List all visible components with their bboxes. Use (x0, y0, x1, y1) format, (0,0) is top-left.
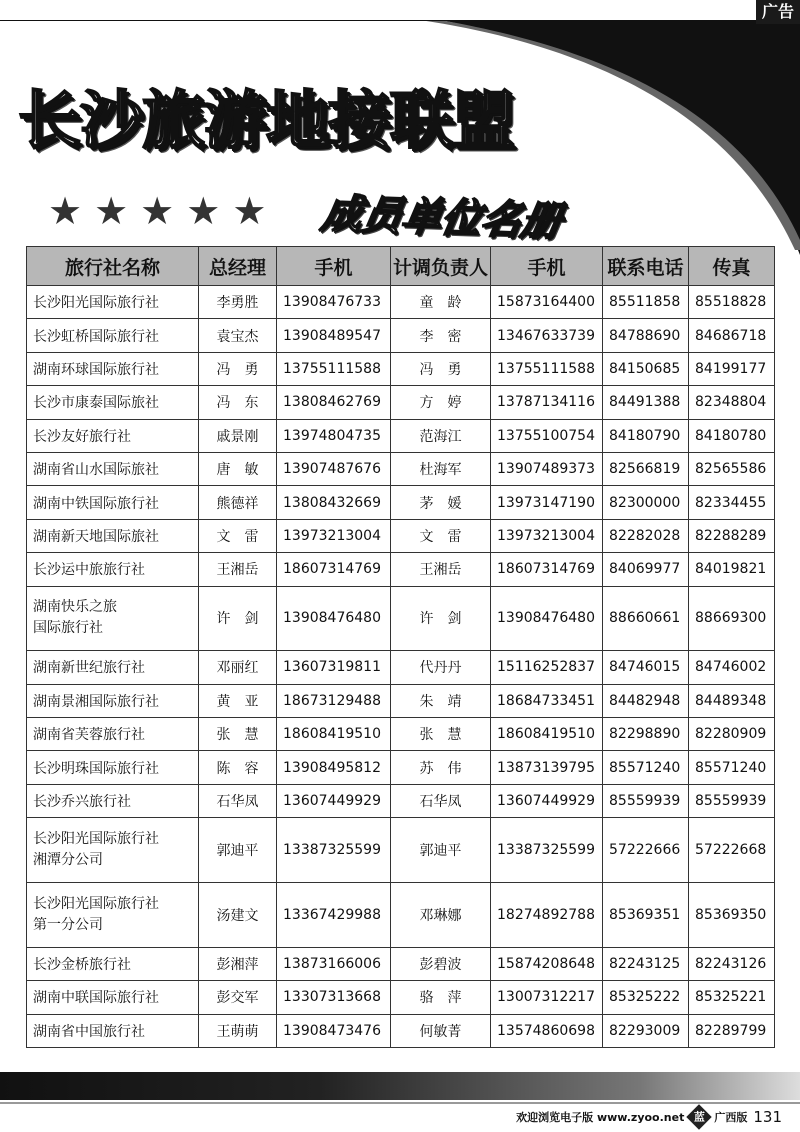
agency-name: 长沙运中旅旅行社 (27, 553, 199, 586)
table-row (27, 882, 775, 947)
agency-name-line1: 湖南快乐之旅 (33, 599, 117, 616)
fax: 85559939 (689, 784, 775, 817)
general-manager: 唐 敏 (199, 452, 277, 485)
phone: 84746015 (603, 651, 689, 684)
agency-name: 湖南环球国际旅行社 (27, 352, 199, 385)
member-table (26, 246, 775, 1048)
phone: 82282028 (603, 519, 689, 552)
column-header: 手机 (491, 247, 603, 286)
operator-mobile: 13467633739 (491, 319, 603, 352)
general-manager: 许 剑 (199, 586, 277, 651)
table-row (27, 553, 775, 586)
table-row (27, 751, 775, 784)
agency-name (27, 818, 199, 883)
fax: 84180780 (689, 419, 775, 452)
operator-mobile: 15873164400 (491, 286, 603, 319)
table-row (27, 784, 775, 817)
operator: 石华凤 (391, 784, 491, 817)
phone: 82298890 (603, 718, 689, 751)
section-subtitle: 成员单位名册 (318, 190, 565, 246)
table-row (27, 947, 775, 980)
gm-mobile: 13808462769 (277, 386, 391, 419)
bottom-gradient-bar (0, 1072, 800, 1100)
phone: 84482948 (603, 684, 689, 717)
gm-mobile: 18607314769 (277, 553, 391, 586)
general-manager: 黄 亚 (199, 684, 277, 717)
operator: 张 慧 (391, 718, 491, 751)
operator: 王湘岳 (391, 553, 491, 586)
agency-name: 湖南景湘国际旅行社 (27, 684, 199, 717)
gm-mobile: 13755111588 (277, 352, 391, 385)
star-icon: ★ (232, 189, 267, 233)
general-manager: 熊德祥 (199, 486, 277, 519)
table-row (27, 718, 775, 751)
star-icon: ★ (140, 189, 175, 233)
star-row (48, 189, 278, 233)
phone: 85511858 (603, 286, 689, 319)
column-header: 联系电话 (603, 247, 689, 286)
operator: 方 婷 (391, 386, 491, 419)
gm-mobile: 13908476480 (277, 586, 391, 651)
phone: 82243125 (603, 947, 689, 980)
agency-name: 长沙虹桥国际旅行社 (27, 319, 199, 352)
phone: 85571240 (603, 751, 689, 784)
fax: 57222668 (689, 818, 775, 883)
gm-mobile: 13907487676 (277, 452, 391, 485)
edition-badge-text: 蓝 (693, 1110, 705, 1123)
phone: 84069977 (603, 553, 689, 586)
agency-name-line1: 长沙阳光国际旅行社 (33, 831, 159, 848)
fax: 82288289 (689, 519, 775, 552)
phone: 82566819 (603, 452, 689, 485)
fax: 84489348 (689, 684, 775, 717)
gm-mobile: 13307313668 (277, 981, 391, 1014)
phone: 57222666 (603, 818, 689, 883)
operator: 骆 萍 (391, 981, 491, 1014)
general-manager: 陈 容 (199, 751, 277, 784)
phone: 85369351 (603, 882, 689, 947)
table-row (27, 818, 775, 883)
gm-mobile: 13973213004 (277, 519, 391, 552)
operator: 代丹丹 (391, 651, 491, 684)
operator: 范海江 (391, 419, 491, 452)
footer-url-text: 欢迎浏览电子版 www.zyoo.net (516, 1111, 685, 1124)
agency-name-line2: 第一分公司 (33, 916, 103, 933)
general-manager: 冯 东 (199, 386, 277, 419)
agency-name-line2: 湘潭分公司 (33, 852, 103, 869)
operator-mobile: 13907489373 (491, 452, 603, 485)
operator: 冯 勇 (391, 352, 491, 385)
agency-name: 长沙金桥旅行社 (27, 947, 199, 980)
phone: 85559939 (603, 784, 689, 817)
footer (516, 1108, 782, 1126)
operator: 李 密 (391, 319, 491, 352)
agency-name: 长沙阳光国际旅行社 (27, 286, 199, 319)
operator: 童 龄 (391, 286, 491, 319)
operator: 许 剑 (391, 586, 491, 651)
fax: 85518828 (689, 286, 775, 319)
operator: 邓琳娜 (391, 882, 491, 947)
phone: 84150685 (603, 352, 689, 385)
general-manager: 汤建文 (199, 882, 277, 947)
gm-mobile: 13607449929 (277, 784, 391, 817)
fax: 82334455 (689, 486, 775, 519)
operator-mobile: 13755111588 (491, 352, 603, 385)
agency-name: 湖南省中国旅行社 (27, 1014, 199, 1048)
agency-name: 湖南省芙蓉旅行社 (27, 718, 199, 751)
table-row (27, 684, 775, 717)
agency-name-line2: 国际旅行社 (33, 620, 103, 637)
table-header-row (27, 247, 775, 286)
operator-mobile: 15116252837 (491, 651, 603, 684)
operator: 杜海军 (391, 452, 491, 485)
agency-name: 湖南中联国际旅行社 (27, 981, 199, 1014)
general-manager: 邓丽红 (199, 651, 277, 684)
agency-name: 湖南新天地国际旅社 (27, 519, 199, 552)
operator-mobile: 18684733451 (491, 684, 603, 717)
gm-mobile: 13367429988 (277, 882, 391, 947)
operator: 茅 媛 (391, 486, 491, 519)
gm-mobile: 13908473476 (277, 1014, 391, 1048)
star-icon: ★ (186, 189, 221, 233)
agency-name: 湖南省山水国际旅社 (27, 452, 199, 485)
ad-label: 广告 (756, 0, 800, 24)
fax: 85571240 (689, 751, 775, 784)
column-header: 计调负责人 (391, 247, 491, 286)
general-manager: 王湘岳 (199, 553, 277, 586)
edition-label: 广西版 (714, 1111, 748, 1124)
fax: 82348804 (689, 386, 775, 419)
fax: 84019821 (689, 553, 775, 586)
star-icon: ★ (94, 189, 129, 233)
operator-mobile: 13908476480 (491, 586, 603, 651)
general-manager: 王萌萌 (199, 1014, 277, 1048)
phone: 85325222 (603, 981, 689, 1014)
star-icon: ★ (48, 189, 83, 233)
fax: 82565586 (689, 452, 775, 485)
gm-mobile: 18608419510 (277, 718, 391, 751)
operator-mobile: 15874208648 (491, 947, 603, 980)
agency-name: 长沙友好旅行社 (27, 419, 199, 452)
operator: 何敏菁 (391, 1014, 491, 1048)
operator-mobile: 13007312217 (491, 981, 603, 1014)
phone: 84788690 (603, 319, 689, 352)
agency-name (27, 882, 199, 947)
fax: 84686718 (689, 319, 775, 352)
phone: 82300000 (603, 486, 689, 519)
gm-mobile: 13873166006 (277, 947, 391, 980)
operator-mobile: 13973147190 (491, 486, 603, 519)
general-manager: 张 慧 (199, 718, 277, 751)
gm-mobile: 13908489547 (277, 319, 391, 352)
phone: 84491388 (603, 386, 689, 419)
table-row (27, 486, 775, 519)
operator-mobile: 18274892788 (491, 882, 603, 947)
operator-mobile: 13387325599 (491, 818, 603, 883)
general-manager: 袁宝杰 (199, 319, 277, 352)
fax: 82280909 (689, 718, 775, 751)
bottom-divider (0, 1102, 800, 1104)
fax: 84746002 (689, 651, 775, 684)
fax: 82289799 (689, 1014, 775, 1048)
agency-name: 湖南中铁国际旅行社 (27, 486, 199, 519)
column-header: 总经理 (199, 247, 277, 286)
general-manager: 戚景刚 (199, 419, 277, 452)
operator-mobile: 13607449929 (491, 784, 603, 817)
gm-mobile: 13908476733 (277, 286, 391, 319)
table-row (27, 452, 775, 485)
gm-mobile: 13607319811 (277, 651, 391, 684)
fax: 85325221 (689, 981, 775, 1014)
table-row (27, 981, 775, 1014)
agency-name: 湖南新世纪旅行社 (27, 651, 199, 684)
general-manager: 彭湘萍 (199, 947, 277, 980)
column-header: 手机 (277, 247, 391, 286)
general-manager: 彭交军 (199, 981, 277, 1014)
general-manager: 冯 勇 (199, 352, 277, 385)
page-title: 长沙旅游地接联盟 (18, 84, 514, 157)
table-row (27, 519, 775, 552)
operator: 彭碧波 (391, 947, 491, 980)
gm-mobile: 13387325599 (277, 818, 391, 883)
operator: 文 雷 (391, 519, 491, 552)
agency-name (27, 586, 199, 651)
agency-name-line1: 长沙阳光国际旅行社 (33, 895, 159, 912)
column-header: 旅行社名称 (27, 247, 199, 286)
operator-mobile: 13973213004 (491, 519, 603, 552)
table-row (27, 319, 775, 352)
agency-name: 长沙市康泰国际旅社 (27, 386, 199, 419)
table-row (27, 386, 775, 419)
table-row (27, 586, 775, 651)
operator-mobile: 13787134116 (491, 386, 603, 419)
column-header: 传真 (689, 247, 775, 286)
agency-name: 长沙乔兴旅行社 (27, 784, 199, 817)
operator: 朱 靖 (391, 684, 491, 717)
general-manager: 李勇胜 (199, 286, 277, 319)
phone: 82293009 (603, 1014, 689, 1048)
general-manager: 文 雷 (199, 519, 277, 552)
operator-mobile: 13755100754 (491, 419, 603, 452)
table-row (27, 352, 775, 385)
page-number: 131 (753, 1108, 782, 1126)
fax: 85369350 (689, 882, 775, 947)
operator-mobile: 13574860698 (491, 1014, 603, 1048)
table-row (27, 1014, 775, 1048)
table-row (27, 419, 775, 452)
table-row (27, 651, 775, 684)
operator: 苏 伟 (391, 751, 491, 784)
edition-badge-icon (687, 1104, 712, 1129)
general-manager: 郭迪平 (199, 818, 277, 883)
table-row (27, 286, 775, 319)
operator-mobile: 13873139795 (491, 751, 603, 784)
fax: 82243126 (689, 947, 775, 980)
phone: 88660661 (603, 586, 689, 651)
phone: 84180790 (603, 419, 689, 452)
fax: 84199177 (689, 352, 775, 385)
gm-mobile: 18673129488 (277, 684, 391, 717)
gm-mobile: 13808432669 (277, 486, 391, 519)
operator-mobile: 18607314769 (491, 553, 603, 586)
gm-mobile: 13908495812 (277, 751, 391, 784)
operator: 郭迪平 (391, 818, 491, 883)
general-manager: 石华凤 (199, 784, 277, 817)
operator-mobile: 18608419510 (491, 718, 603, 751)
gm-mobile: 13974804735 (277, 419, 391, 452)
fax: 88669300 (689, 586, 775, 651)
agency-name: 长沙明珠国际旅行社 (27, 751, 199, 784)
